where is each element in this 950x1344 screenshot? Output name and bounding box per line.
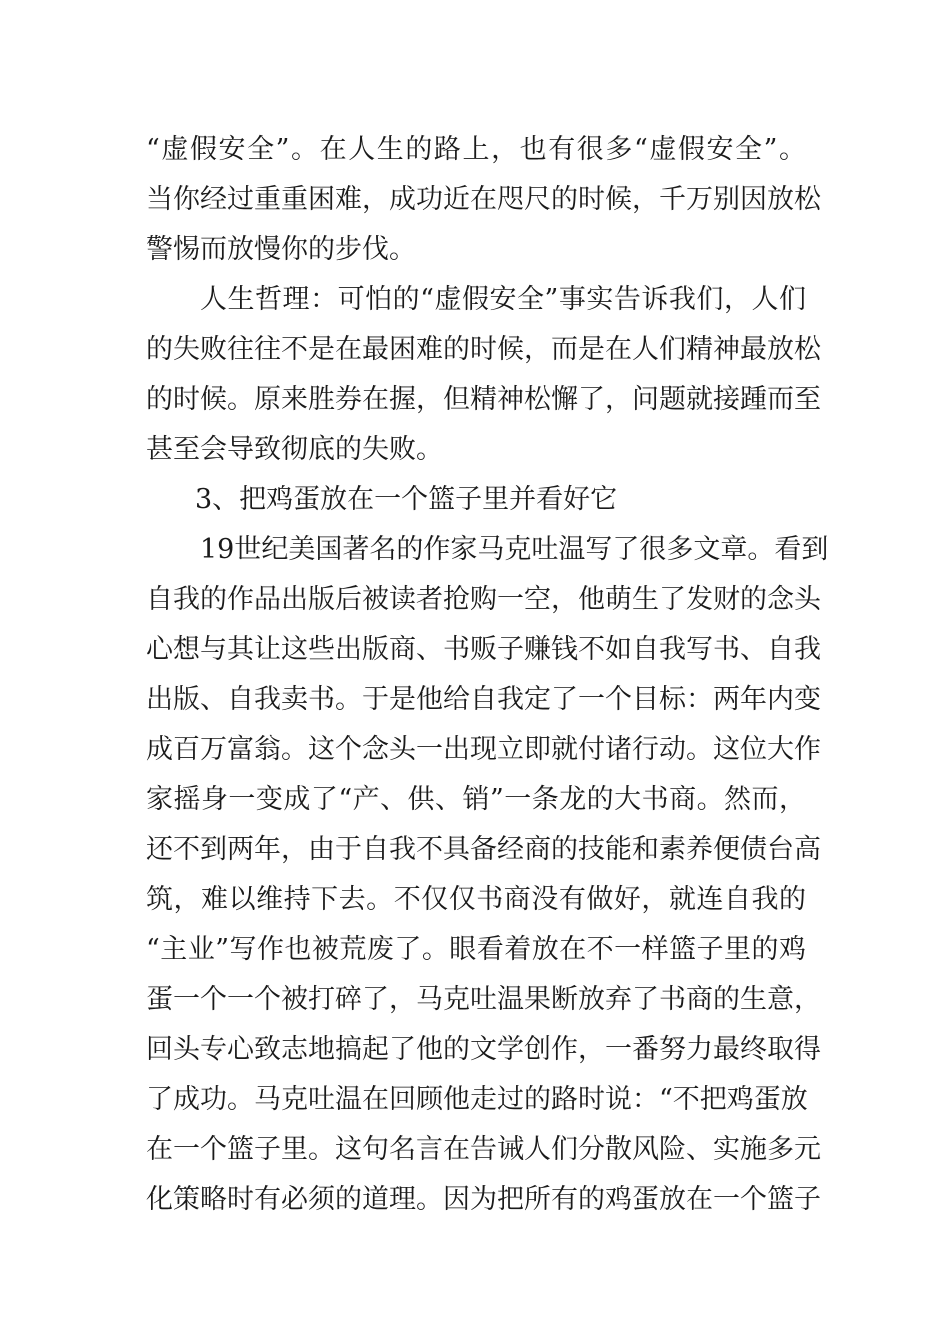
text-line: 家摇身一变成了“产、供、销”一条龙的大书商。然而， bbox=[146, 784, 806, 815]
text-line: 自我的作品出版后被读者抢购一空，他萌生了发财的念头 bbox=[146, 584, 821, 615]
text-line: 出版、自我卖书。于是他给自我定了一个目标：两年内变 bbox=[146, 684, 821, 715]
text-line: 了成功。马克吐温在回顾他走过的路时说：“不把鸡蛋放 bbox=[146, 1084, 808, 1115]
text-line: 筑，难以维持下去。不仅仅书商没有做好，就连自我的 bbox=[146, 884, 806, 915]
text-line: 的失败往往不是在最困难的时候，而是在人们精神最放松 bbox=[146, 334, 821, 365]
text-line: 心想与其让这些出版商、书贩子赚钱不如自我写书、自我 bbox=[146, 634, 821, 665]
text-line: “主业”写作也被荒废了。眼看着放在不一样篮子里的鸡 bbox=[146, 934, 806, 965]
text-line: 当你经过重重困难，成功近在咫尺的时候，千万别因放松 bbox=[146, 184, 821, 215]
text-line: 还不到两年，由于自我不具备经商的技能和素养便债台高 bbox=[146, 834, 821, 865]
text-line: 成百万富翁。这个念头一出现立即就付诸行动。这位大作 bbox=[146, 734, 821, 765]
text-line: 化策略时有必须的道理。因为把所有的鸡蛋放在一个篮子 bbox=[146, 1184, 821, 1215]
text-line: 在一个篮子里。这句名言在告诫人们分散风险、实施多元 bbox=[146, 1134, 821, 1165]
section-heading: 3、把鸡蛋放在一个篮子里并看好它 bbox=[195, 484, 618, 515]
text-line: 蛋一个一个被打碎了，马克吐温果断放弃了书商的生意， bbox=[146, 984, 821, 1015]
text-line: 的时候。原来胜券在握，但精神松懈了，问题就接踵而至 bbox=[146, 384, 821, 415]
text-line: 回头专心致志地搞起了他的文学创作，一番努力最终取得 bbox=[146, 1034, 821, 1065]
text-line: 人生哲理：可怕的“虚假安全”事实告诉我们，人们 bbox=[200, 284, 806, 315]
text-line: “虚假安全”。在人生的路上，也有很多“虚假安全”。 bbox=[146, 134, 806, 165]
text-line: 19世纪美国著名的作家马克吐温写了很多文章。看到 bbox=[200, 534, 829, 565]
text-line: 甚至会导致彻底的失败。 bbox=[146, 434, 443, 465]
text-line: 警惕而放慢你的步伐。 bbox=[146, 234, 416, 265]
